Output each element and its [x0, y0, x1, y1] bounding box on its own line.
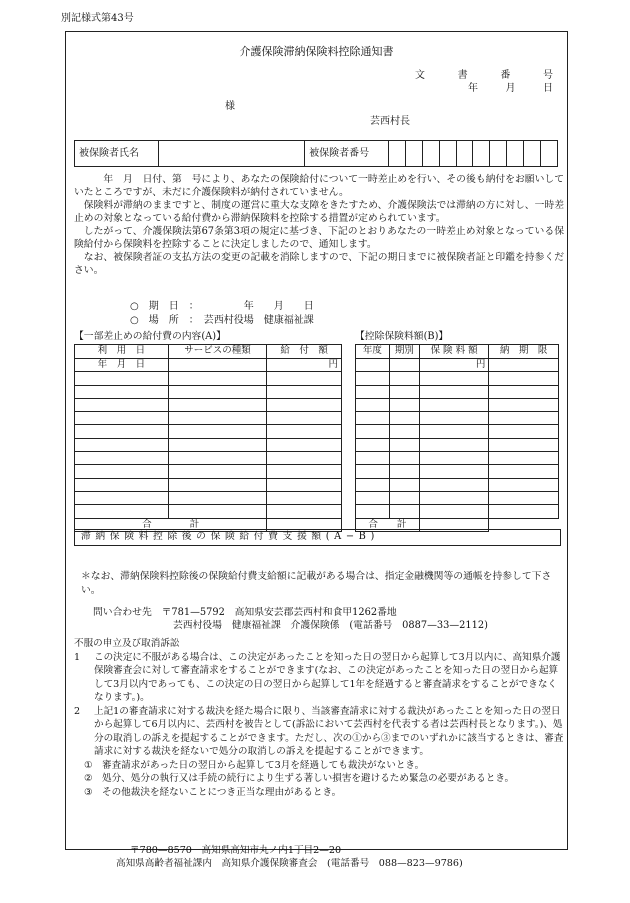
sender-name: 芸西村長: [370, 116, 410, 127]
table-row: [356, 372, 559, 385]
table-b-caption: 【控除保険料額(B)】: [355, 331, 449, 342]
service-type-cell[interactable]: [168, 359, 267, 372]
table-row: [356, 385, 559, 398]
table-row: [356, 359, 559, 372]
insured-number-digit[interactable]: [524, 141, 541, 167]
table-row: [75, 359, 342, 372]
table-row: [356, 478, 559, 491]
review-board-address: 〒780—8570 高知県高知市丸ノ内1丁目2—20: [130, 845, 342, 856]
issue-date-label: 年 月 日: [468, 83, 553, 94]
table-row: [75, 412, 342, 425]
document-title: 介護保険滞納保険料控除通知書: [239, 45, 394, 58]
table-row: [356, 452, 559, 465]
insured-number-digit[interactable]: [388, 141, 405, 167]
insured-number-digit[interactable]: [456, 141, 473, 167]
table-row: [75, 398, 342, 411]
col-period: 期別: [389, 345, 419, 359]
document-number-label: 文 書 番 号: [415, 70, 553, 81]
insured-info-table: [74, 140, 558, 167]
premium-amount-cell[interactable]: 円: [419, 359, 489, 372]
table-a-caption: 【一部差止めの給付費の内容(A)】: [74, 331, 226, 342]
table-row: [75, 438, 342, 451]
insured-number-digit[interactable]: [405, 141, 422, 167]
col-usage-date: 利 用 日: [75, 345, 169, 359]
col-service-type: サービスの種類: [168, 345, 267, 359]
passbook-note: ＊なお、滞納保険料控除後の保険給付費支給額に記載がある場合は、指定金融機関等の通帳を持参して下さい。: [81, 571, 552, 596]
col-benefit-amount: 給 付 額: [267, 345, 342, 359]
insured-name-field[interactable]: [158, 141, 304, 167]
benefit-amount-cell[interactable]: 円: [267, 359, 342, 372]
col-premium-amount: 保 険 料 額: [419, 345, 489, 359]
insured-number-digit[interactable]: [490, 141, 507, 167]
appeal-section: [74, 637, 564, 799]
table-row: [75, 385, 342, 398]
review-board-info: [116, 844, 463, 870]
insured-number-digit[interactable]: [439, 141, 456, 167]
contact-office: 芸西村役場 健康福祉課 介護保険係 (電話番号 0887—33—2112): [173, 620, 488, 631]
table-row: [356, 425, 559, 438]
col-fiscal-year: 年度: [356, 345, 390, 359]
deadline-place-line: ○ 場 所 ： 芸西村役場 健康福祉課: [130, 315, 314, 326]
table-row: [356, 465, 559, 478]
table-row: [75, 452, 342, 465]
table-row: [75, 478, 342, 491]
insured-number-digit[interactable]: [473, 141, 490, 167]
review-board-office: 高知県高齢者福祉課内 高知県介護保険審査会 (電話番号 088—823—9786): [116, 858, 463, 869]
appeal-heading: 不服の申立及び取消訴訟: [74, 638, 180, 649]
insured-number-digit[interactable]: [540, 141, 557, 167]
appeal-item-2: 2 上記1の審査請求に対する裁決を経た場合に限り、当該審査請求に対する裁決があったことを知った日の翌日から起算して6月以内に、芸西村を被告として(訴訟において芸西村を代表する者は芸西村長となります。)、処分の取消しの訴えを提起することができます。ただし、次の①から③までのいずれかに該当するときは、審査請求に対する裁決を経ないで処分の取消しの訴えを提起することができます。: [74, 705, 564, 757]
contact-address: 問い合わせ先 〒781—5792 高知県安芸郡芸西村和食甲1262番地: [93, 607, 397, 618]
body-paragraph-1: 年 月 日付、第 号により、あなたの保険給付について一時差止めを行い、その後も納付をお願いしていたところですが、未だに介護保険料が納付されていません。: [74, 174, 564, 198]
table-row: [356, 412, 559, 425]
appeal-item-1: 1 この決定に不服がある場合は、この決定があったことを知った日の翌日から起算して3月以内に、高知県介護保険審査会に対して審査請求をすることができます(なお、この決定があったことを知った日の翌日から起算して3月以内であっても、この決定の日の翌日から起算して1年を経過すると審査請求をすることができなくなります。)。: [74, 651, 561, 703]
appeal-sub-item-1: ① 審査請求があった日の翌日から起算して3月を経過しても裁決がないとき。: [84, 759, 425, 771]
col-due-date: 納 期 限: [489, 345, 559, 359]
insured-number-digit[interactable]: [507, 141, 524, 167]
table-row: [75, 372, 342, 385]
table-row: [75, 491, 342, 504]
contact-info: [93, 606, 488, 632]
table-row: [356, 398, 559, 411]
table-row: [356, 505, 559, 518]
body-paragraph-4: なお、被保険者証の支払方法の変更の記載を消除しますので、下記の期日までに被保険者証と印鑑を持参ください。: [74, 252, 564, 276]
insured-name-label: 被保険者氏名: [75, 141, 159, 167]
total-label-a: 合 計: [75, 518, 267, 531]
table-row: [75, 465, 342, 478]
appeal-sub-item-2: ② 処分、処分の執行又は手続の続行により生ずる著しい損害を避けるため緊急の必要があるとき。: [84, 773, 515, 784]
notice-body: [74, 173, 564, 277]
premium-table: [355, 344, 559, 532]
table-row: [356, 491, 559, 504]
total-label-b: 合 計: [356, 518, 420, 531]
usage-date-cell[interactable]: 年 月 日: [75, 359, 169, 372]
appeal-sub-item-3: ③ その他裁決を経ないことにつき正当な理由があるとき。: [84, 786, 342, 798]
addressee-suffix: 様: [225, 101, 235, 112]
table-row: [75, 505, 342, 518]
form-number: 別記様式第43号: [61, 13, 134, 24]
deadline-date-line: ○ 期 日 ： 年 月 日: [130, 301, 314, 312]
table-row: [75, 425, 342, 438]
body-paragraph-2: 保険料が滞納のままですと、制度の運営に重大な支障をきたすため、介護保険法では滞納の方に対し、一時差止めの対象となっている給付費から滞納保険料を控除する措置が定められています。: [74, 200, 564, 224]
benefit-table: [74, 344, 342, 532]
insured-number-label: 被保険者番号: [305, 141, 389, 167]
body-paragraph-3: したがって、介護保険法第67条第3項の規定に基づき、下記のとおりあなたの一時差止め対象となっている保険給付から保険料を控除することに決定しましたので、通知します。: [74, 226, 564, 250]
support-amount-label: 滞納保険料控除後の保険給付費支援額(A−B): [74, 529, 561, 546]
table-row: [356, 438, 559, 451]
insured-number-digit[interactable]: [422, 141, 439, 167]
